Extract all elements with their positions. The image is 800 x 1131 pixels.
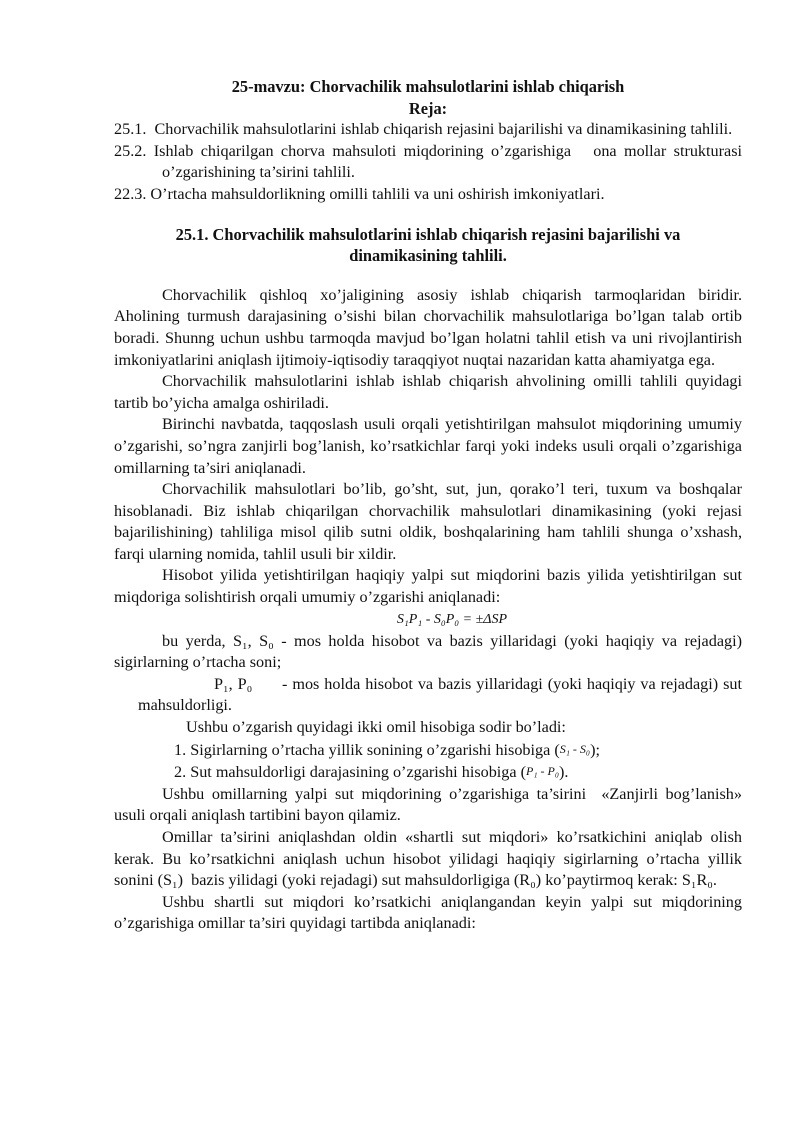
factor-item-1	[114, 739, 742, 762]
paragraph-7	[114, 674, 742, 717]
paragraph-10: Omillar ta’sirini aniqlashdan oldin «shartli sut miqdori» ko’rsatkichini aniqlab olish kerak. Bu ko’rsatkichni aniqlash uchun hisobot yilidagi haqiqiy sigirlarning o’rtacha yillik sonini (S₁) bazis yilidagi (yoki rejadagi) sut mahsuldorligiga (R₀) ko’paytirmoq kerak: S₁R₀.	[114, 828, 742, 890]
plan-item-3: 22.3. O’rtacha mahsuldorlikning omilli tahlili va uni oshirish imkoniyatlari.	[114, 184, 605, 203]
topic-title: 25-mavzu: Chorvachilik mahsulotlarini ishlab chiqarish	[231, 77, 625, 96]
p-symbols: P₁, P₀	[214, 674, 253, 693]
paragraph-6: bu yerda, S₁, S₀ - mos holda hisobot va bazis yillaridagi (yoki haqiqiy va rejadagi) sigirlarning o’rtacha soni;	[114, 631, 742, 672]
paragraph-4: Chorvachilik mahsulotlari bo’lib, go’sht, sut, jun, qorako’l teri, tuxum va boshqalar hisoblanadi. Biz ishlab chiqarilgan chorvachilik mahsulotlari dinamikasining (yoki rejasi bajarilishining) tahliliga misol qilib sutni oldik, boshqalarining ham tahlili shunga o’xshash, farqi ularning nomida, tahlil usuli bir xildir.	[114, 480, 742, 563]
factor-item-2	[114, 761, 742, 784]
factor-1-end: );	[590, 740, 600, 759]
paragraph-3: Birinchi navbatda, taqqoslash usuli orqali yetishtirilgan mahsulot miqdorining umumiy o’zgarishi, so’ngra zanjirli bog’lanish, ko’rsatkichlar farqi yoki indeks usuli orqali o’zgarishiga omillarning ta’siri aniqlanadi.	[114, 415, 742, 477]
factor-1-text: 1. Sigirlarning o’rtacha yillik sonining o’zgarishi hisobiga (	[174, 740, 560, 759]
plan-item-2: 25.2. Ishlab chiqarilgan chorva mahsuloti miqdorining o’zgarishiga ona mollar strukturasi o’zgarishining ta’sirini tahlili.	[114, 141, 742, 182]
paragraph-11: Ushbu shartli sut miqdori ko’rsatkichi aniqlangandan keyin yalpi sut miqdorining o’zgarishiga omillar ta’siri quyidagi tartibda aniqlanadi:	[114, 892, 742, 933]
plan-item-1: 25.1. Chorvachilik mahsulotlarini ishlab chiqarish rejasini bajarilishi va dinamikasining tahlili.	[114, 120, 733, 139]
paragraph-5: Hisobot yilida yetishtirilgan haqiqiy yalpi sut miqdorini bazis yilida yetishtirilgan sut miqdoriga solishtirish orqali umumiy o’zgarishi aniqlanadi:	[114, 566, 742, 607]
section-title-line1: 25.1. Chorvachilik mahsulotlarini ishlab chiqarish rejasini bajarilishi va	[175, 224, 681, 244]
factor-2-text: 2. Sut mahsuldorligi darajasining o’zgarishi hisobiga (	[174, 763, 527, 782]
formula-total-change: S₁P₁ - S₀P₀ = ±ΔSP	[396, 611, 508, 627]
factor-2-formula: P₁ - P₀	[526, 764, 560, 779]
document-page	[114, 76, 742, 935]
factor-1-formula: S₁ - S₀	[559, 741, 591, 756]
paragraph-8: Ushbu o’zgarish quyidagi ikki omil hisobiga sodir bo’ladi:	[186, 718, 566, 737]
factor-2-end: ).	[559, 763, 569, 782]
paragraph-7-text: - mos holda hisobot va bazis yillaridagi (yoki haqiqiy va rejadagi) sut mahsuldorligi.	[138, 674, 742, 715]
section-title-line2: dinamikasining tahlili.	[349, 246, 507, 266]
paragraph-9: Ushbu omillarning yalpi sut miqdorining o’zgarishiga ta’sirini «Zanjirli bog’lanish» usuli orqali aniqlash tartibini bayon qilamiz.	[114, 784, 742, 825]
paragraph-2: Chorvachilik mahsulotlarini ishlab ishlab chiqarish ahvolining omilli tahlili quyidagi tartib bo’yicha amalga oshiriladi.	[114, 372, 742, 412]
paragraph-1: Chorvachilik qishloq xo’jaligining asosiy ishlab chiqarish tarmoqlaridan biridir. Aholining turmush darajasining o’sishi bilan chorvachilik mahsulotlariga bo’lgan talab ortib boradi. Shunng uchun ushbu tarmoqda mavjud bo’lgan holatni tahlil etish va uni rivojlantirish imkoniyatlarini aniqlash ijtimoiy-iqtisodiy taraqqiyot nuqtai nazaridan katta ahamiyatga ega.	[114, 285, 742, 369]
plan-label: Reja:	[408, 98, 448, 118]
